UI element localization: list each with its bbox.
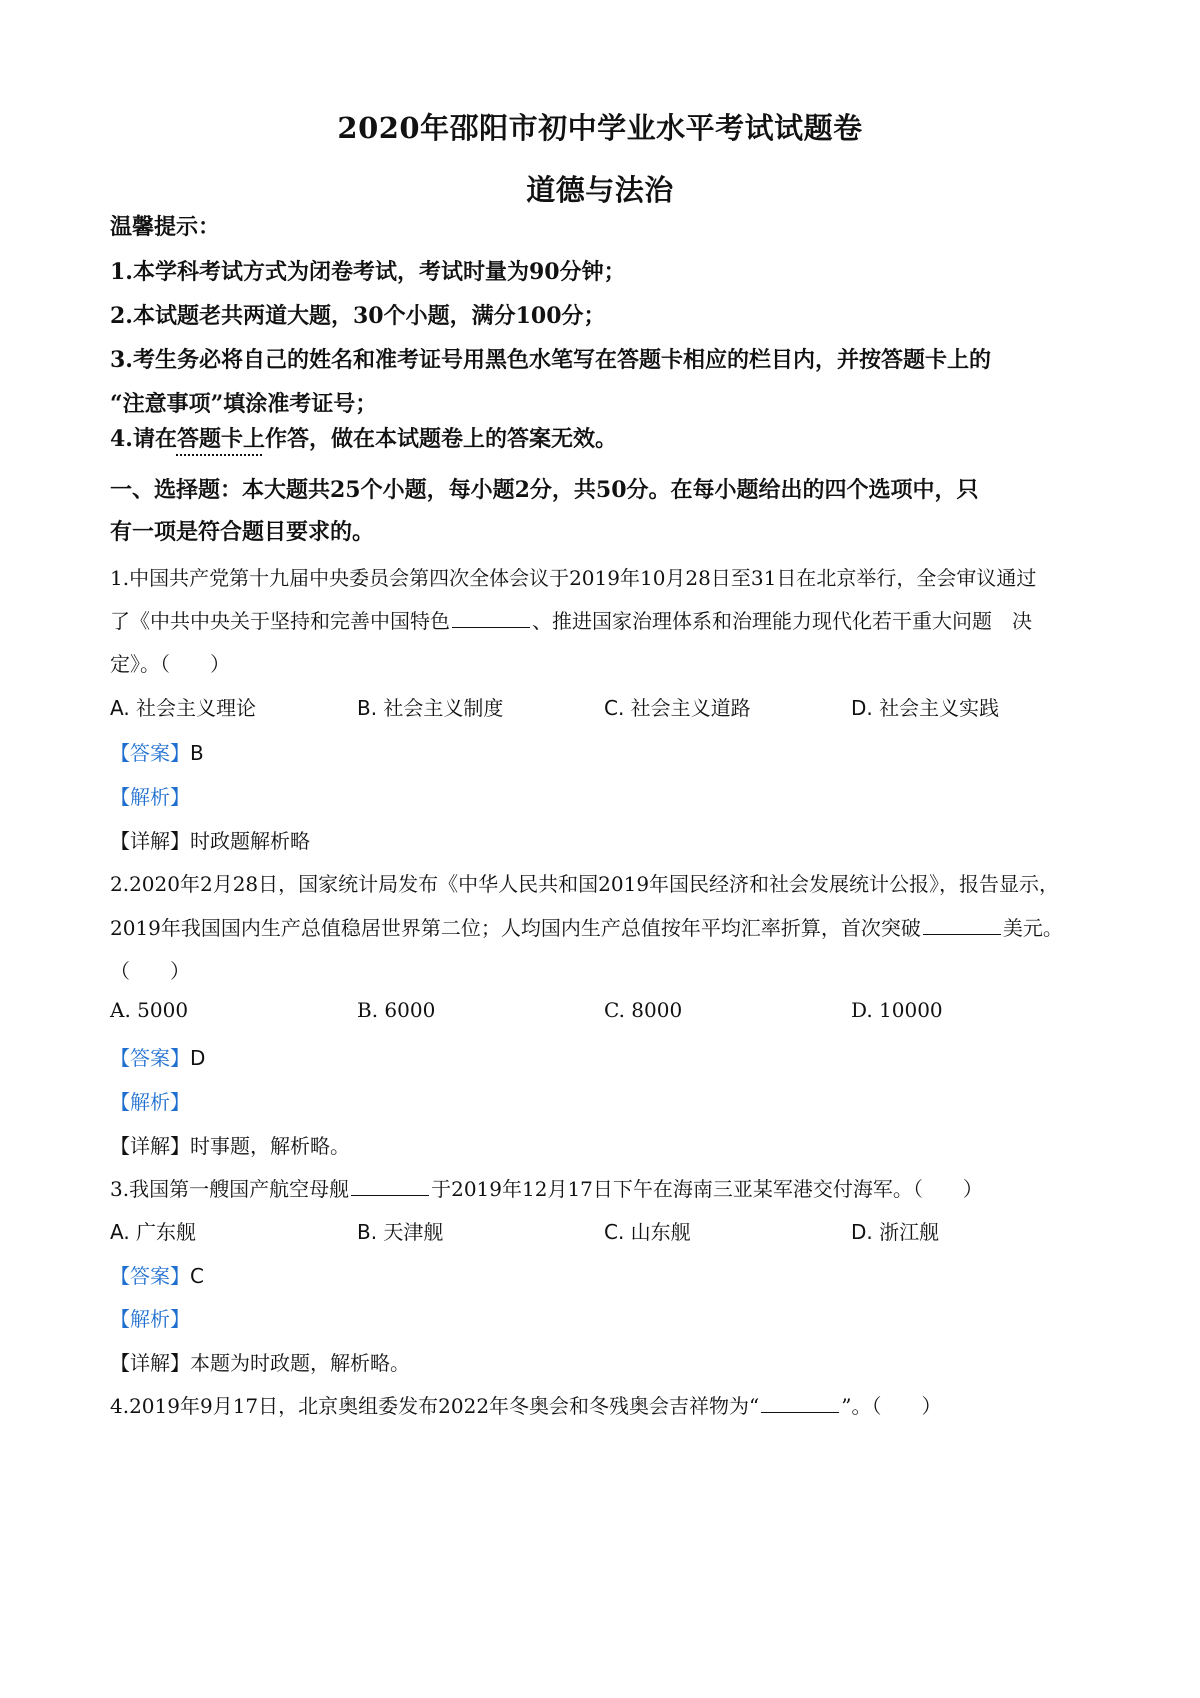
question-1-line-2: 了《中共中央关于坚持和完善中国特色 、推进国家治理体系和治理能力现代化若干重大问题 决 [110, 609, 1032, 633]
section-1-heading: 一、选择题：本大题共25个小题，每小题2分，共50分。在每小题给出的四个选项中，只 [110, 477, 979, 503]
question-1-option-d: D. 社会主义实践 [851, 696, 1000, 720]
question-3-analysis: 【解析】 [110, 1307, 190, 1331]
answer-blank [351, 1194, 429, 1196]
page-subtitle: 道德与法治 [526, 173, 674, 207]
tip-item-4 [110, 422, 1100, 453]
question-2-option-a: A. 5000 [110, 998, 189, 1022]
question-3-option-b: B. 天津舰 [357, 1220, 444, 1244]
question-3-line-1: 3.我国第一艘国产航空母舰 于2019年12月17日下午在海南三亚某军港交付海军。（ ） [110, 1177, 983, 1201]
question-2-analysis: 【解析】 [110, 1090, 190, 1114]
question-1-line-3: 定》。（ ） [110, 652, 230, 676]
page-title: 2020年邵阳市初中学业水平考试试题卷 [337, 111, 863, 145]
question-2-option-d: D. 10000 [851, 998, 943, 1022]
tip-item-4-prefix: 4.请在 [110, 426, 177, 452]
question-2-answer: 【答案】D [110, 1046, 206, 1070]
question-2-line-3: （ ） [110, 959, 190, 983]
question-1-option-a: A. 社会主义理论 [110, 696, 257, 720]
tips-heading: 温馨提示： [110, 214, 221, 240]
tip-item-1: 1.本学科考试方式为闭卷考试，考试时量为90分钟； [110, 259, 626, 285]
question-1-answer: 【答案】B [110, 741, 204, 765]
answer-blank [452, 626, 530, 628]
question-2-detail: 【详解】时事题，解析略。 [110, 1134, 350, 1158]
question-3-detail: 【详解】本题为时政题，解析略。 [110, 1351, 410, 1375]
question-1-line-1: 1.中国共产党第十九届中央委员会第四次全体会议于2019年10月28日至31日在北京举行，全会审议通过 [110, 566, 1037, 590]
question-3-option-d: D. 浙江舰 [851, 1220, 940, 1244]
question-1-analysis: 【解析】 [110, 785, 190, 809]
question-1-option-c: C. 社会主义道路 [604, 696, 751, 720]
tip-item-3-cont: “注意事项”填涂准考证号； [110, 391, 378, 417]
tip-item-4-suffix: 作答，做在本试题卷上的答案无效。 [264, 426, 617, 452]
question-2-line-2: 2019年我国国内生产总值稳居世界第二位；人均国内生产总值按年平均汇率折算，首次突破 美元。 [110, 916, 1063, 940]
question-2-option-b: B. 6000 [357, 998, 436, 1022]
question-2-option-c: C. 8000 [604, 998, 683, 1022]
question-2-line-1: 2.2020年2月28日，国家统计局发布《中华人民共和国2019年国民经济和社会发展统计公报》，报告显示， [110, 872, 1060, 896]
question-4-line-1: 4.2019年9月17日，北京奥组委发布2022年冬奥会和冬残奥会吉祥物为“ ”。（ ） [110, 1394, 942, 1418]
answer-blank [923, 933, 1001, 935]
tip-item-2: 2.本试题老共两道大题，30个小题，满分100分； [110, 303, 606, 329]
question-1-option-b: B. 社会主义制度 [357, 696, 504, 720]
tip-item-3: 3.考生务必将自己的姓名和准考证号用黑色水笔写在答题卡相应的栏目内，并按答题卡上的 [110, 347, 991, 373]
tip-item-4-emphasis: 答题卡上 [176, 426, 265, 452]
question-3-option-a: A. 广东舰 [110, 1220, 197, 1244]
section-1-heading-cont: 有一项是符合题目要求的。 [110, 519, 375, 545]
question-3-option-c: C. 山东舰 [604, 1220, 691, 1244]
question-3-answer: 【答案】C [110, 1264, 204, 1288]
answer-blank [761, 1411, 839, 1413]
question-1-detail: 【详解】时政题解析略 [110, 829, 310, 853]
